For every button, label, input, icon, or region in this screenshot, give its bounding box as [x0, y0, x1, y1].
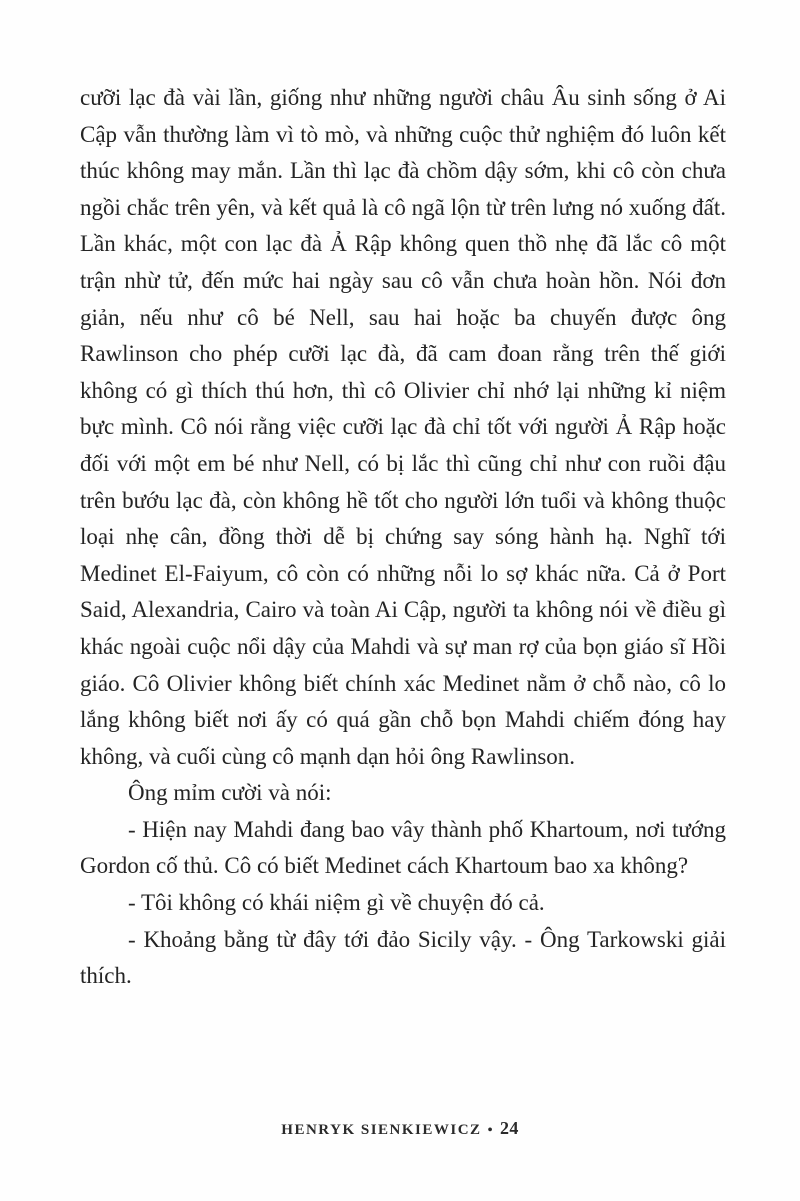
- paragraph-dialogue: - Tôi không có khái niệm gì về chuyện đó cả.: [128, 890, 545, 916]
- body-text: [80, 80, 726, 995]
- page-number: 24: [499, 1118, 519, 1138]
- footer-separator: •: [487, 1123, 494, 1138]
- paragraph: Ông mỉm cười và nói:: [128, 780, 332, 806]
- page-footer: [0, 1118, 800, 1139]
- paragraph: cưỡi lạc đà vài lần, giống như những người châu Âu sinh sống ở Ai Cập vẫn thường làm vì tò mò, và những cuộc thử nghiệm đó luôn kết thúc không may mắn. Lần thì lạc đà chồm dậy sớm, khi cô còn chưa ngồi chắc trên yên, và kết quả là cô ngã lộn từ trên lưng nó xuống đất. Lần khác, một con lạc đà Ả Rập không quen thồ nhẹ đã lắc cô một trận nhừ tử, đến mức hai ngày sau cô vẫn chưa hoàn hồn. Nói đơn giản, nếu như cô bé Nell, sau hai hoặc ba chuyến được ông Rawlinson cho phép cưỡi lạc đà, đã cam đoan rằng trên thế giới không có gì thích thú hơn, thì cô Olivier chỉ nhớ lại những kỉ niệm bực mình. Cô nói rằng việc cưỡi lạc đà chỉ tốt với người Ả Rập hoặc đối với một em bé như Nell, có bị lắc thì cũng chỉ như con ruồi đậu trên bướu lạc đà, còn không hề tốt cho người lớn tuổi và không thuộc loại nhẹ cân, đồng thời dễ bị chứng say sóng hành hạ. Nghĩ tới Medinet El-Faiyum, cô còn có những nỗi lo sợ khác nữa. Cả ở Port Said, Alexandria, Cairo và toàn Ai Cập, người ta không nói về điều gì khác ngoài cuộc nổi dậy của Mahdi và sự man rợ của bọn giáo sĩ Hồi giáo. Cô Olivier không biết chính xác Medinet nằm ở chỗ nào, cô lo lắng không biết nơi ấy có quá gần chỗ bọn Mahdi chiếm đóng hay không, và cuối cùng cô mạnh dạn hỏi ông Rawlinson.: [80, 85, 726, 769]
- paragraph-dialogue: - Hiện nay Mahdi đang bao vây thành phố Khartoum, nơi tướng Gordon cố thủ. Cô có biết Medinet cách Khartoum bao xa không?: [80, 816, 726, 879]
- footer-author: HENRYK SIENKIEWICZ: [281, 1122, 482, 1138]
- paragraph-dialogue: - Khoảng bằng từ đây tới đảo Sicily vậy. - Ông Tarkowski giải thích.: [80, 926, 726, 989]
